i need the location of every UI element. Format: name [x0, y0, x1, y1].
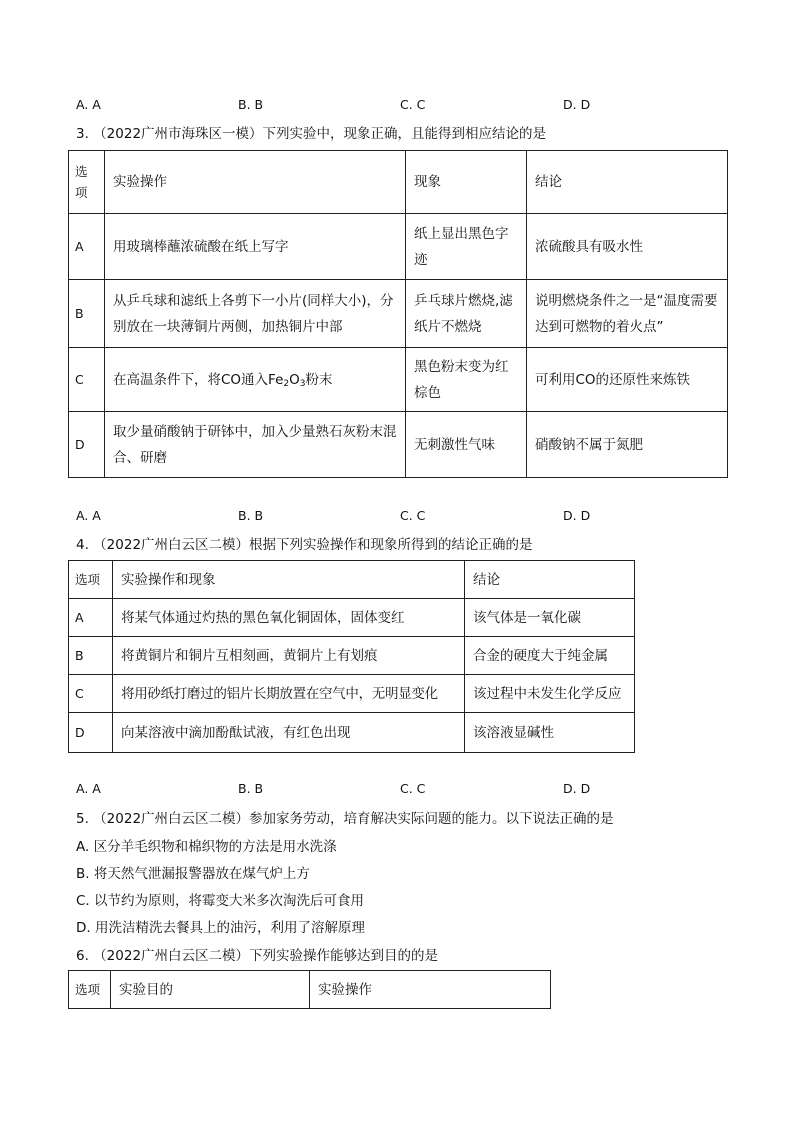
q5-stem: 5. （2022广州白云区二模）参加家务劳动，培育解决实际问题的能力。以下说法正确的是 [76, 811, 614, 827]
q3-row-d-phen: 无刺激性气味 [406, 412, 527, 478]
q4-row-d-op: 向某溶液中滴加酚酞试液，有红色出现 [113, 713, 465, 753]
q2-option-c[interactable]: C. C [400, 97, 426, 112]
q3-row-a-concl: 浓硫酸具有吸水性 [527, 214, 728, 280]
table-row [69, 412, 728, 478]
q3-row-a-key: A [69, 214, 105, 280]
q3-row-b-op: 从乒乓球和滤纸上各剪下一小片(同样大小)，分别放在一块薄铜片两侧，加热铜片中部 [105, 280, 406, 348]
q3-row-d-key: D [69, 412, 105, 478]
q3-option-a[interactable]: A. A [76, 508, 101, 523]
q3-header-concl: 结论 [527, 151, 728, 214]
q3-table [68, 150, 728, 478]
q3-row-c-op [105, 348, 406, 412]
q4-header-concl: 结论 [465, 561, 635, 599]
q4-table [68, 560, 635, 753]
q4-row-c-op: 将用砂纸打磨过的铝片长期放置在空气中，无明显变化 [113, 675, 465, 713]
q3-header-op: 实验操作 [105, 151, 406, 214]
q4-row-b-concl: 合金的硬度大于纯金属 [465, 637, 635, 675]
q4-row-a-concl: 该气体是一氧化碳 [465, 599, 635, 637]
q3-option-c[interactable]: C. C [400, 508, 426, 523]
q3-header-row [69, 151, 728, 214]
table-row [69, 348, 728, 412]
q3-row-c-op-sub2: 3 [299, 378, 306, 389]
q3-row-c-key: C [69, 348, 105, 412]
q4-row-d-concl: 该溶液显碱性 [465, 713, 635, 753]
q3-option-b[interactable]: B. B [238, 508, 264, 523]
q3-row-c-op-pre: 在高温条件下，将CO通入Fe [113, 371, 284, 388]
table-row [69, 713, 635, 753]
q6-stem: 6. （2022广州白云区二模）下列实验操作能够达到目的的是 [76, 948, 439, 964]
q4-option-d[interactable]: D. D [563, 781, 591, 796]
q4-stem: 4. （2022广州白云区二模）根据下列实验操作和现象所得到的结论正确的是 [76, 537, 533, 553]
q4-options [76, 781, 636, 801]
q3-header-key: 选项 [69, 151, 105, 214]
q2-option-d[interactable]: D. D [563, 97, 591, 112]
q3-row-c-op-sub1: 2 [283, 378, 290, 389]
q3-row-a-op: 用玻璃棒蘸浓硫酸在纸上写字 [105, 214, 406, 280]
table-row [69, 280, 728, 348]
table-row [69, 214, 728, 280]
q3-row-a-phen: 纸上显出黑色字迹 [406, 214, 527, 280]
q2-option-a[interactable]: A. A [76, 97, 101, 112]
q3-row-d-concl: 硝酸钠不属于氮肥 [527, 412, 728, 478]
q3-stem: 3. （2022广州市海珠区一模）下列实验中，现象正确，且能得到相应结论的是 [76, 126, 547, 142]
q5-choice-d[interactable]: D. 用洗洁精洗去餐具上的油污，利用了溶解原理 [76, 920, 365, 936]
q4-header-row [69, 561, 635, 599]
q4-option-c[interactable]: C. C [400, 781, 426, 796]
q3-row-c-op-mid: O [289, 371, 300, 388]
q4-header-key: 选项 [69, 561, 113, 599]
q3-row-b-key: B [69, 280, 105, 348]
table-row [69, 675, 635, 713]
q3-row-b-concl: 说明燃烧条件之一是“温度需要达到可燃物的着火点” [527, 280, 728, 348]
q4-row-d-key: D [69, 713, 113, 753]
q3-header-phen: 现象 [406, 151, 527, 214]
q6-header-row [69, 971, 551, 1009]
q2-options [76, 97, 636, 117]
q6-header-key: 选项 [69, 971, 111, 1009]
q3-row-c-concl: 可利用CO的还原性来炼铁 [527, 348, 728, 412]
q6-header-op: 实验操作 [310, 971, 551, 1009]
q4-option-a[interactable]: A. A [76, 781, 101, 796]
q5-choice-c[interactable]: C. 以节约为原则，将霉变大米多次淘洗后可食用 [76, 893, 365, 909]
q5-choice-b[interactable]: B. 将天然气泄漏报警器放在煤气炉上方 [76, 866, 310, 882]
q3-row-d-op: 取少量硝酸钠于研钵中，加入少量熟石灰粉末混合、研磨 [105, 412, 406, 478]
q4-row-c-key: C [69, 675, 113, 713]
q4-row-b-key: B [69, 637, 113, 675]
table-row [69, 637, 635, 675]
q3-row-b-phen: 乒乓球片燃烧,滤纸片不燃烧 [406, 280, 527, 348]
q4-option-b[interactable]: B. B [238, 781, 264, 796]
q3-options [76, 508, 636, 528]
q3-option-d[interactable]: D. D [563, 508, 591, 523]
q4-row-a-op: 将某气体通过灼热的黑色氧化铜固体，固体变红 [113, 599, 465, 637]
q5-choice-a[interactable]: A. 区分羊毛织物和棉织物的方法是用水洗涤 [76, 839, 337, 855]
q4-header-op: 实验操作和现象 [113, 561, 465, 599]
q2-option-b[interactable]: B. B [238, 97, 264, 112]
q4-row-a-key: A [69, 599, 113, 637]
q4-row-c-concl: 该过程中未发生化学反应 [465, 675, 635, 713]
q6-table [68, 970, 551, 1009]
q3-row-c-op-post: 粉末 [305, 371, 333, 388]
q6-header-goal: 实验目的 [111, 971, 310, 1009]
q3-row-c-phen: 黑色粉末变为红棕色 [406, 348, 527, 412]
q4-row-b-op: 将黄铜片和铜片互相刻画，黄铜片上有划痕 [113, 637, 465, 675]
table-row [69, 599, 635, 637]
